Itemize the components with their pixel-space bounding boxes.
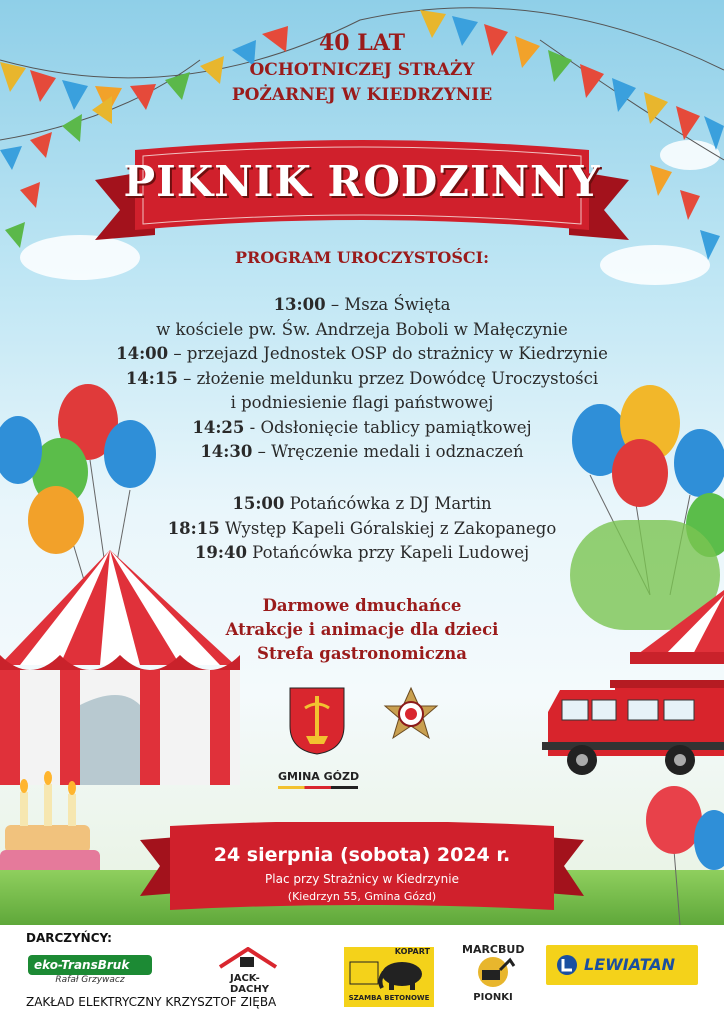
program-title: PROGRAM UROCZYSTOŚCI: (234, 248, 490, 267)
roof-icon (218, 947, 290, 969)
attraction-item: Darmowe dmuchańce (262, 596, 462, 615)
sponsors-section (0, 925, 724, 1024)
attraction-item: Strefa gastronomiczna (257, 644, 467, 663)
kopart-logo: KOPART SZAMBA BETONOWE (344, 947, 434, 1007)
organizer-line-2: POŻARNEJ W KIEDRZYNIE (231, 85, 493, 105)
lewiatan-icon (556, 954, 578, 976)
zaklad-elektryczny: ZAKŁAD ELEKTRYCZNY KRZYSZTOF ZIĘBA (26, 995, 277, 1009)
gmina-label: GMINA GÓZD (278, 770, 360, 783)
program-item: 14:30 – Wręczenie medali i odznaczeń (200, 442, 524, 461)
event-date: 24 sierpnia (sobota) 2024 r. (213, 844, 511, 866)
attraction-item: Atrakcje i animacje dla dzieci (225, 620, 499, 639)
program-item: 19:40 Potańcówka przy Kapeli Ludowej (194, 543, 530, 562)
event-title: PIKNIK RODZINNY (123, 157, 601, 206)
program-item: 18:15 Występ Kapeli Góralskiej z Zakopanego (167, 518, 557, 538)
program-list (0, 293, 724, 465)
osp-emblem (383, 686, 439, 746)
elephant-icon (344, 956, 434, 990)
attractions-list (0, 594, 724, 666)
gmina-stripe (278, 786, 358, 789)
organizer-line-1: OCHOTNICZEJ STRAŻY (249, 60, 475, 80)
fire-truck (540, 672, 724, 787)
marcbud-logo: MARCBUD PIONKI (462, 943, 525, 1003)
jack-dachy-logo: JACK-DACHY (218, 947, 290, 987)
program-item: w kościele pw. Św. Andrzeja Boboli w Małęczynie (156, 319, 568, 339)
program-item: 14:15 – złożenie meldunku przez Dowódcę Uroczystości (125, 368, 599, 388)
lewiatan-logo: LEWIATAN (546, 945, 698, 985)
program-item: 14:00 – przejazd Jednostek OSP do strażnicy w Kiedrzynie (116, 344, 608, 363)
program-item: 13:00 – Msza Święta (273, 295, 451, 314)
program-item: 15:00 Potańcówka z DJ Martin (232, 494, 492, 513)
program-item: 14:25 - Odsłonięcie tablicy pamiątkowej (192, 417, 532, 437)
excavator-icon (470, 956, 516, 988)
anniversary-heading: 40 LAT (319, 30, 405, 56)
eko-transbruk-logo: eko-TransBruk Rafał Grzywacz (28, 955, 152, 985)
event-address: (Kiedrzyn 55, Gmina Gózd) (287, 890, 437, 903)
program-item: i podniesienie flagi państwowej (230, 393, 494, 412)
event-place: Plac przy Strażnicy w Kiedrzynie (265, 872, 459, 886)
program-list-evening (0, 492, 724, 566)
sponsors-title: DARCZYŃCY: (26, 931, 112, 945)
gmina-coat-of-arms (288, 686, 346, 756)
